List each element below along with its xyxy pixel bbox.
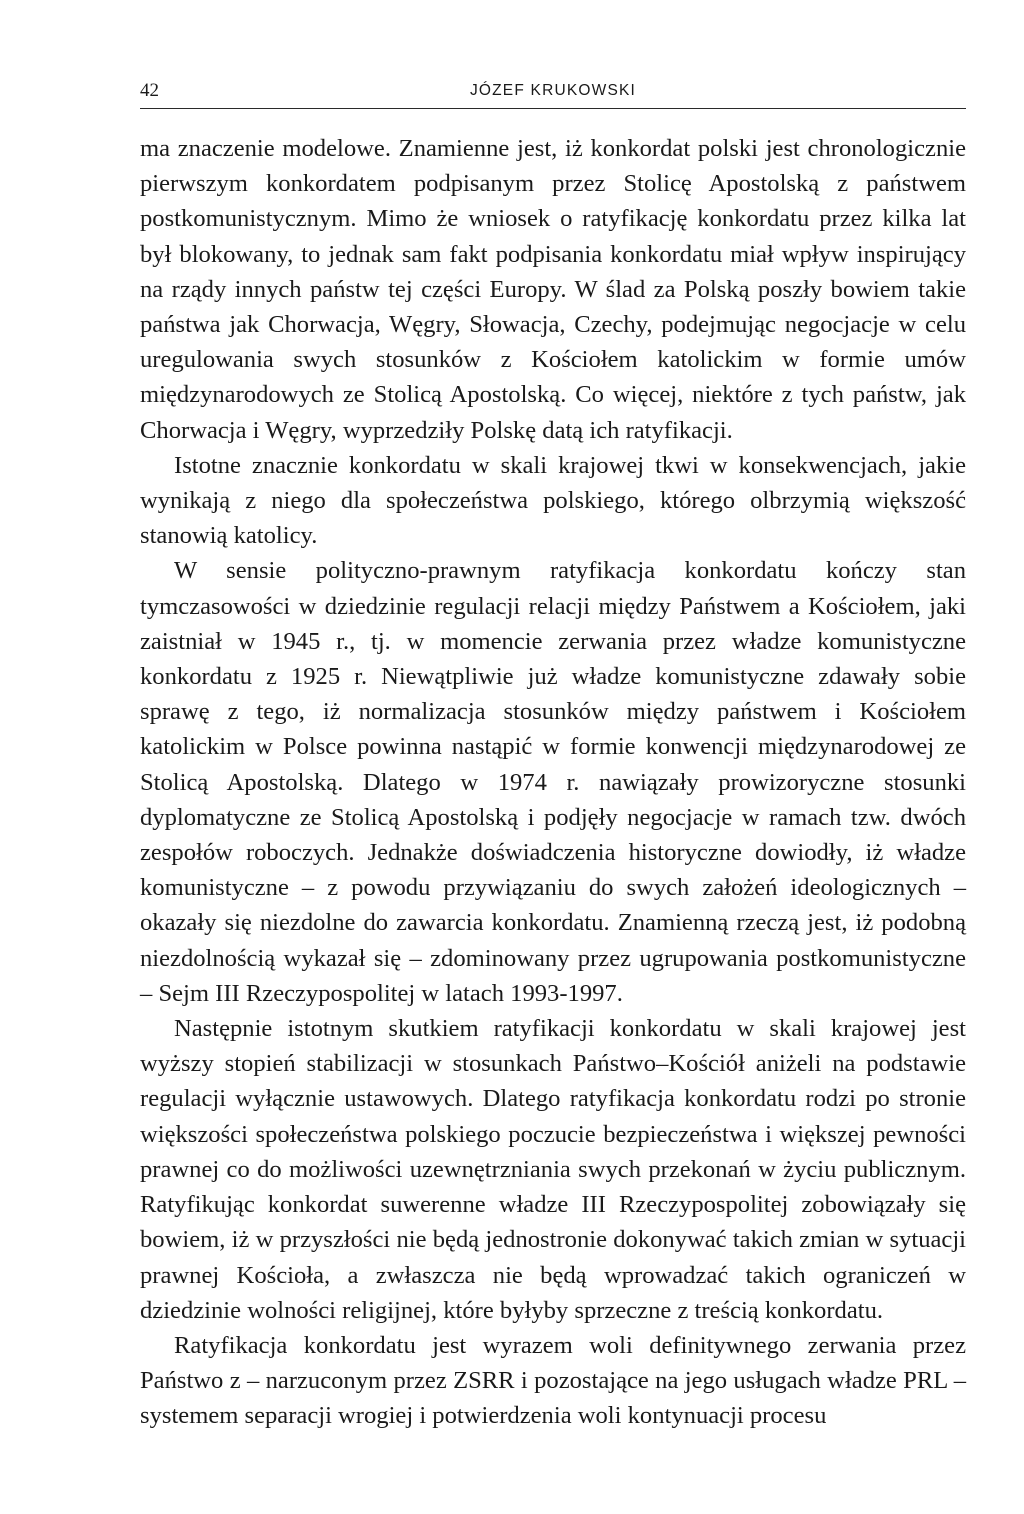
paragraph: Ratyfikacja konkordatu jest wyrazem woli definitywnego zerwania przez Państwo z – narzuconym przez ZSRR i pozostające na jego usługach władze PRL – systemem separacji wrogiej i potwierdzenia woli kontynuacji procesu	[140, 1331, 966, 1430]
body-text	[140, 131, 966, 1434]
running-title: JÓZEF KRUKOWSKI	[469, 82, 637, 99]
book-page	[140, 74, 966, 1434]
running-head	[140, 74, 966, 109]
paragraph: Istotne znacznie konkordatu w skali krajowej tkwi w konsekwencjach, jakie wynikają z niego dla społeczeństwa polskiego, którego olbrzymią większość stanowią katolicy.	[140, 451, 966, 550]
paragraph: W sensie polityczno-prawnym ratyfikacja konkordatu kończy stan tymczasowości w dziedzinie regulacji relacji między Państwem a Kościołem, jaki zaistniał w 1945 r., tj. w momencie zerwania przez władze komunistyczne konkordatu z 1925 r. Niewątpliwie już władze komunistyczne zdawały sobie sprawę z tego, iż normalizacja stosunków między państwem i Kościołem katolickim w Polsce powinna nastąpić w formie konwencji międzynarodowej ze Stolicą Apostolską. Dlatego w 1974 r. nawiązały prowizoryczne stosunki dyplomatyczne ze Stolicą Apostolską i podjęły negocjacje w ramach tzw. dwóch zespołów roboczych. Jednakże doświadczenia historyczne dowiodły, iż władze komunistyczne – z powodu przywiązaniu do swych założeń ideologicznych – okazały się niezdolne do zawarcia konkordatu. Znamienną rzeczą jest, iż podobną niezdolnością wykazał się – zdominowany przez ugrupowania postkomunistyczne – Sejm III Rzeczypospolitej w latach 1993-1997.	[140, 557, 966, 1007]
page-number: 42	[140, 80, 159, 101]
paragraph: Następnie istotnym skutkiem ratyfikacji konkordatu w skali krajowej jest wyższy stopień stabilizacji w stosunkach Państwo–Kościół aniżeli na podstawie regulacji wyłącznie ustawowych. Dlatego ratyfikacja konkordatu rodzi po stronie większości społeczeństwa polskiego poczucie bezpieczeństwa i większej pewności prawnej co do możliwości uzewnętrzniania swych przekonań w życiu publicznym. Ratyfikując konkordat suwerenne władze III Rzeczypospolitej zobowiązały się bowiem, iż w przyszłości nie będą jednostronie dokonywać takich zmian w sytuacji prawnej Kościoła, a zwłaszcza nie będą wprowadzać takich ograniczeń w dziedzinie wolności religijnej, które byłyby sprzeczne z treścią konkordatu.	[140, 1015, 966, 1324]
paragraph-continuation: ma znaczenie modelowe. Znamienne jest, iż konkordat polski jest chronologicznie pierwszym konkordatem podpisanym przez Stolicę Apostolską z państwem postkomunistycznym. Mimo że wniosek o ratyfikację konkordatu przez kilka lat był blokowany, to jednak sam fakt podpisania konkordatu miał wpływ inspirujący na rządy innych państw tej części Europy. W ślad za Polską poszły bowiem takie państwa jak Chorwacja, Węgry, Słowacja, Czechy, podejmując negocjacje w celu uregulowania swych stosunków z Kościołem katolickim w formie umów międzynarodowych ze Stolicą Apostolską. Co więcej, niektóre z tych państw, jak Chorwacja i Węgry, wyprzedziły Polskę datą ich ratyfikacji.	[140, 135, 966, 444]
